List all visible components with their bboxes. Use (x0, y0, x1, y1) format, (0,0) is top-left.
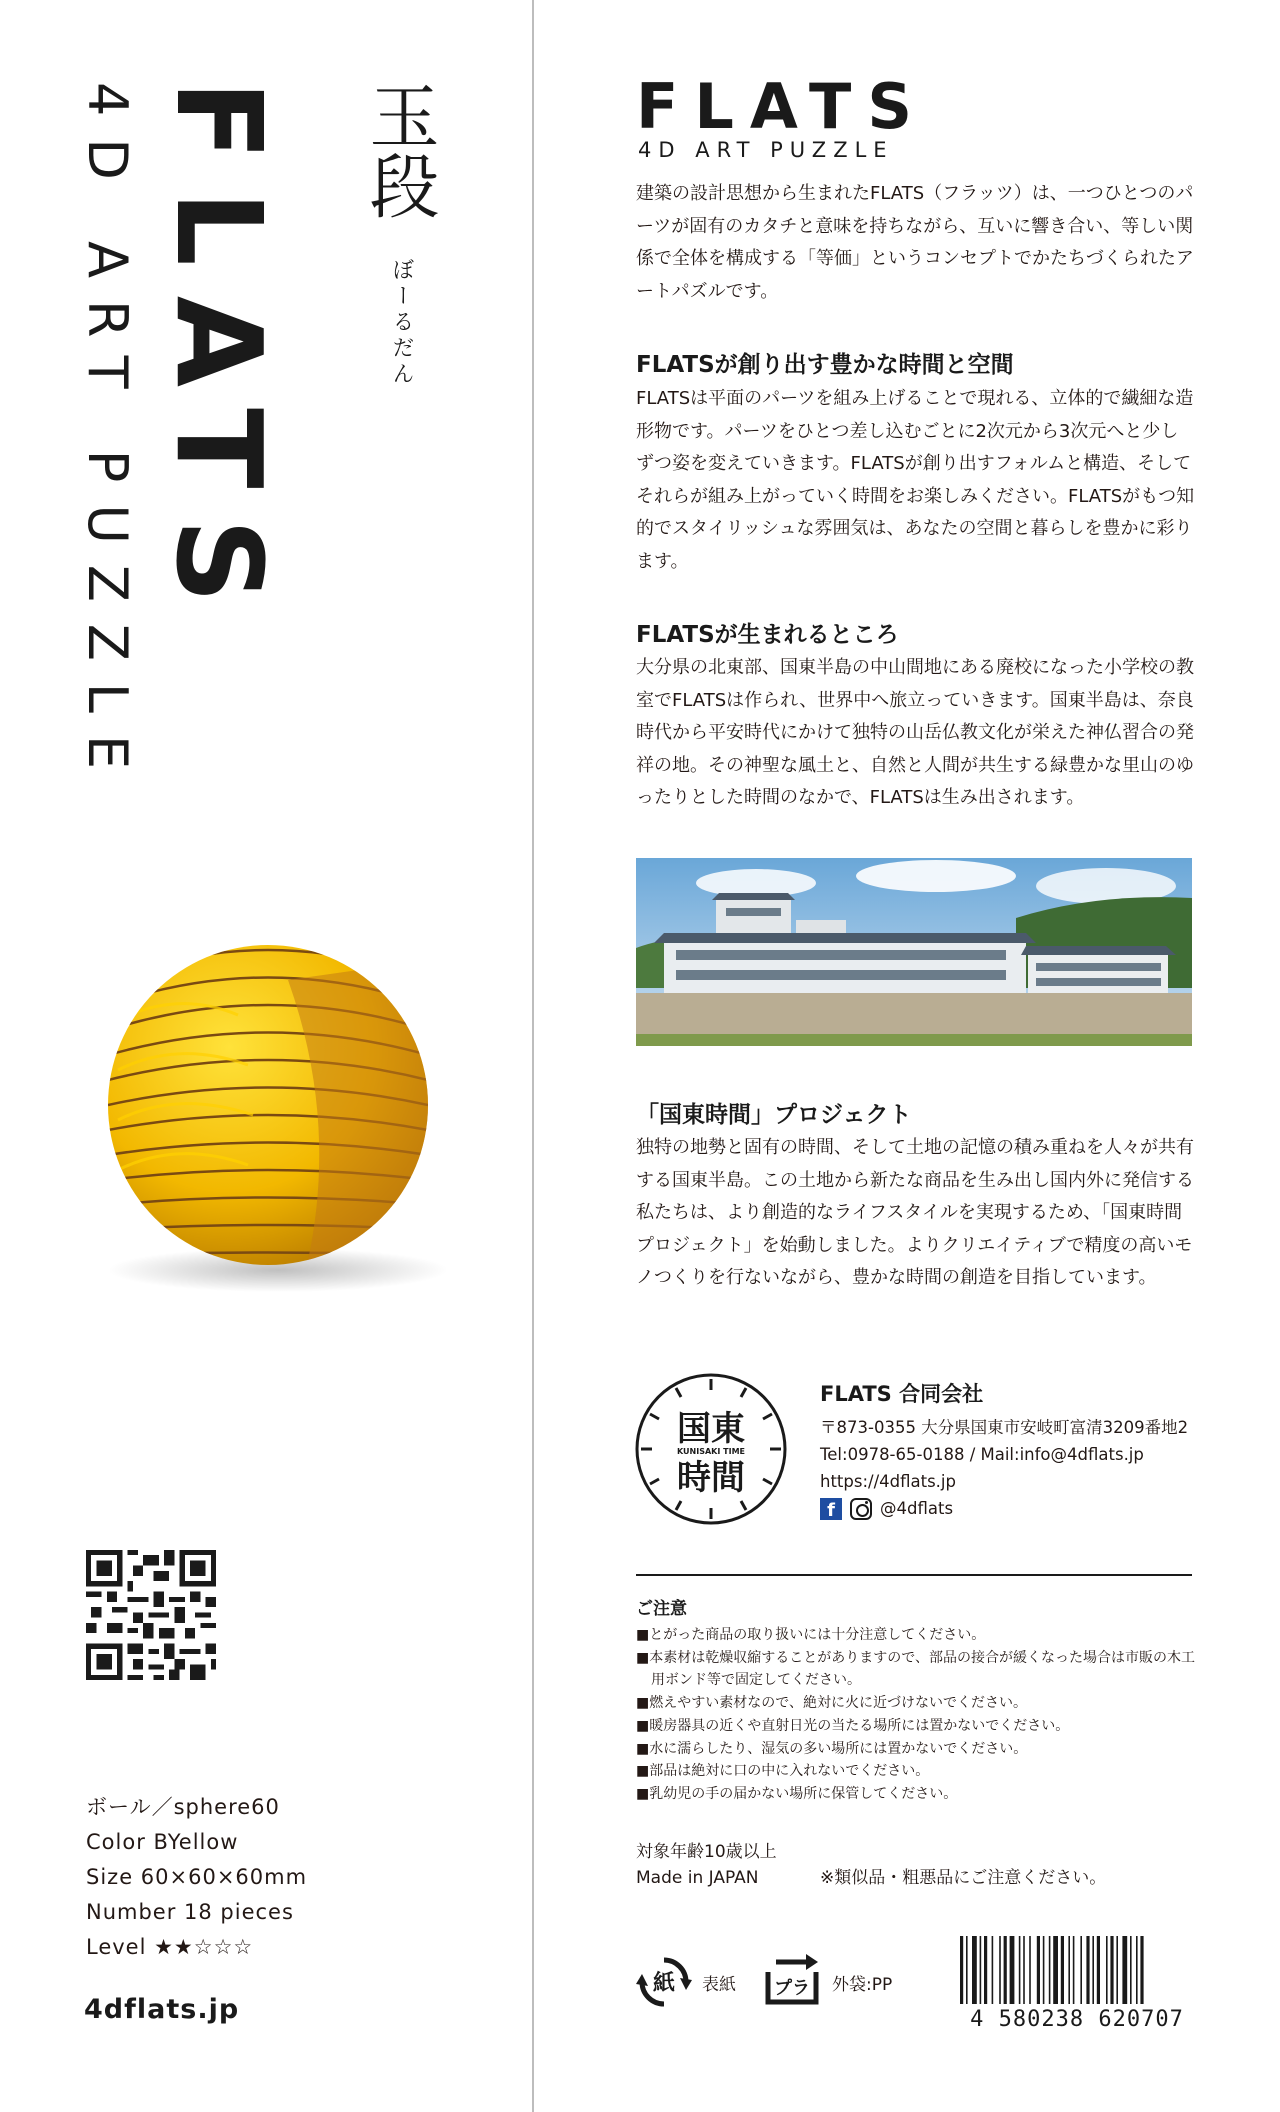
clock-logo-line2: 時間 (677, 1458, 745, 1498)
spec-number: Number 18 pieces (86, 1900, 294, 1924)
qr-code[interactable] (86, 1550, 216, 1680)
similar-product-notice: ※類似品・粗悪品にご注意ください。 (820, 1868, 1107, 1888)
barcode-number: 4 580238 620707 (970, 2007, 1184, 2030)
instagram-icon[interactable] (850, 1498, 872, 1520)
caution-list (636, 1624, 1196, 1806)
barcode-bar (1029, 1936, 1031, 2004)
barcode-bar (1023, 1936, 1025, 2004)
product-reading: ぼーるだん (389, 258, 414, 388)
barcode-bar (992, 1936, 994, 2004)
recycle-paper-mark: 紙 (652, 1971, 676, 1996)
intro-paragraph: 建築の設計思想から生まれたFLATS（フラッツ）は、一つひとつのパーツが固有のカタチと意味を持ちながら、互いに響き合い、等しい関係で全体を構成する「等価」というコンセプトでかたちづくられたアートパズルです。 (636, 183, 1194, 302)
caution-item: ■燃えやすい素材なので、絶対に火に近づけないでください。 (636, 1695, 1027, 1712)
section-rule (636, 1574, 1192, 1576)
product-name: 玉段 (358, 80, 440, 220)
company-info (820, 1378, 1188, 1522)
recycle-plastic-label: 外袋:PP (832, 1974, 893, 1995)
barcode-bar (1140, 1936, 1143, 2004)
spec-shape: ボール／sphere60 (86, 1795, 280, 1819)
caution-item: ■部品は絶対に口の中に入れないでください。 (636, 1763, 930, 1780)
right-panel (534, 0, 1280, 2112)
barcode-bar (1097, 1936, 1100, 2004)
recycle-plastic-mark: プラ (774, 1978, 810, 1999)
recycle-plastic (762, 1954, 892, 2010)
barcode-bar (1106, 1936, 1108, 2004)
sns-handle[interactable]: @4dflats (880, 1499, 954, 1518)
barcode-bar (1053, 1936, 1058, 2004)
caution-item: ■水に濡らしたり、湿気の多い場所には置かないでください。 (636, 1740, 1028, 1757)
spec-size: Size 60×60×60mm (86, 1865, 308, 1889)
company-url[interactable]: https://4dflats.jp (820, 1472, 956, 1491)
sphere-puzzle-image (78, 920, 458, 1320)
barcode-bar (1130, 1936, 1132, 2004)
caution-item: ■本素材は乾燥収縮することがありますので、部品の接合が緩くなった場合は市販の木工用ボンド等で固定してください。 (636, 1649, 1195, 1689)
facebook-icon[interactable]: f (820, 1498, 842, 1520)
barcode-bar (999, 1936, 1001, 2004)
made-in: Made in JAPAN (636, 1868, 759, 1888)
section-body-time-space: FLATSは平面のパーツを組み上げることで現れる、立体的で繊細な造形物です。パーツをひとつ差し込むごとに2次元から3次元へと少しずつ姿を変えていきます。FLATSが創り出すフォルムと構造、そしてそれらが組み上がっていく時間をお楽しみください。FLATSがもつ知的でスタイリッシュな雰囲気は、あなたの空間と暮らしを豊かに彩ります。 (636, 388, 1195, 572)
section-heading-time-space: FLATSが創り出す豊かな時間と空間 (636, 352, 1014, 378)
flats-logo: FLATS (636, 70, 928, 143)
left-panel (0, 0, 532, 2112)
caution-item: ■とがった商品の取り扱いには十分注意してください。 (636, 1627, 986, 1643)
recycle-plastic-icon (762, 1954, 822, 2010)
brand-vertical-subtitle: 4D ART PUZZLE (76, 82, 139, 792)
recycle-paper (636, 1954, 736, 2010)
caution-title: ご注意 (636, 1599, 687, 1619)
kunisaki-time-clock-logo (634, 1372, 788, 1526)
barcode (956, 1934, 1198, 2030)
barcode-bar (960, 1936, 963, 2004)
barcode-bar (1061, 1936, 1064, 2004)
barcode-bar (1136, 1936, 1138, 2004)
barcode-bar (1004, 1936, 1007, 2004)
barcode-bar (966, 1936, 968, 2004)
barcode-bar (1037, 1936, 1040, 2004)
barcode-bar (1019, 1936, 1021, 2004)
spec-level: Level ★★☆☆☆ (86, 1935, 254, 1959)
barcode-bar (1116, 1936, 1118, 2004)
clock-logo-line1: 国東 (677, 1409, 745, 1449)
barcode-bar (984, 1936, 987, 2004)
barcode-bar (1049, 1936, 1051, 2004)
caution-item: ■乳幼児の手の届かない場所に保管してください。 (636, 1785, 958, 1802)
barcode-bar (1110, 1936, 1113, 2004)
barcode-bar (980, 1936, 982, 2004)
company-name: FLATS 合同会社 (820, 1382, 984, 1406)
product-specs (86, 1790, 307, 1965)
site-url[interactable]: 4dflats.jp (84, 1994, 240, 2025)
barcode-bar (1092, 1936, 1094, 2004)
company-address: 〒873-0355 大分県国東市安岐町富清3209番地2 (820, 1418, 1189, 1437)
barcode-bar (1043, 1936, 1045, 2004)
barcode-bar (1122, 1936, 1127, 2004)
target-age: 対象年齢10歳以上 (636, 1842, 777, 1862)
recycle-paper-icon (636, 1954, 692, 2010)
section-body-kunisaki-project: 独特の地勢と固有の時間、そして土地の記憶の積み重ねを人々が共有する国東半島。この土地から新たな商品を生み出し国内外に発信する私たちは、より創造的なライフスタイルを実現するため、「国東時間プロジェクト」を始動しました。よりクリエイティブで精度の高いモノつくりを行ないながら、豊かな時間の創造を目指しています。 (636, 1137, 1194, 1288)
school-building-photo (636, 858, 1192, 1046)
caution-item: ■暖房器具の近くや直射日光の当たる場所には置かないでください。 (636, 1717, 1070, 1734)
recycle-paper-label: 表紙 (702, 1974, 736, 1995)
clock-logo-en: KUNISAKI TIME (677, 1447, 745, 1456)
barcode-bar (1086, 1936, 1089, 2004)
flats-logo-subtitle: 4D ART PUZZLE (638, 138, 894, 162)
barcode-bar (1010, 1936, 1015, 2004)
section-body-birthplace: 大分県の北東部、国東半島の中山間地にある廃校になった小学校の教室でFLATSは作られ、世界中へ旅立っていきます。国東半島は、奈良時代から平安時代にかけて独特の山岳仏教文化が栄えた神仏習合の発祥の地。その神聖な風土と、自然と人間が共生する緑豊かな里山のゆったりとした時間のなかで、FLATSは生み出されます。 (636, 657, 1194, 808)
brand-vertical-title: FLATS (150, 80, 288, 634)
section-heading-kunisaki-project: 「国東時間」プロジェクト (636, 1102, 912, 1128)
barcode-bar (1068, 1936, 1070, 2004)
section-heading-birthplace: FLATSが生まれるところ (636, 622, 899, 648)
barcode-bar (1073, 1936, 1075, 2004)
barcode-bar (1080, 1936, 1082, 2004)
company-contact[interactable]: Tel:0978-65-0188 / Mail:info@4dflats.jp (820, 1445, 1144, 1464)
social-links (820, 1495, 1188, 1522)
barcode-bar (972, 1936, 977, 2004)
spec-color: Color BYellow (86, 1830, 239, 1854)
